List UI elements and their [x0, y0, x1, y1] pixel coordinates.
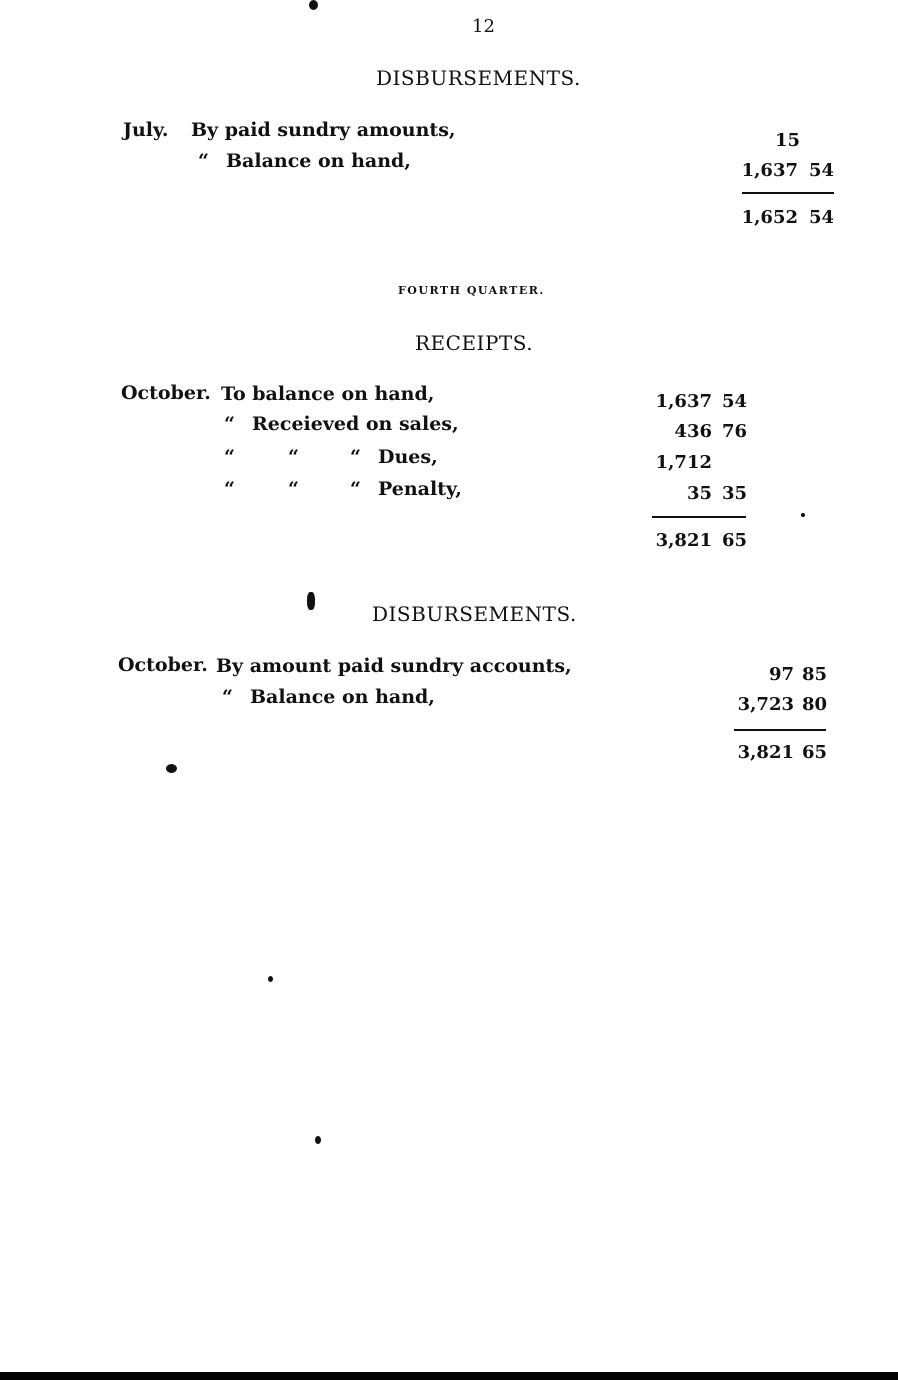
total-cents: 65 [801, 742, 827, 763]
entry-description: Balance on hand, [250, 686, 435, 708]
amount-dollars: 3,723 [737, 694, 794, 715]
ditto-mark: “ [350, 478, 361, 500]
section-heading-disbursements: DISBURSEMENTS. [376, 66, 581, 90]
amount-cents: 54 [808, 160, 834, 181]
entry-description: Dues, [378, 446, 438, 468]
amount-cents: 76 [721, 421, 747, 442]
ink-speck [801, 513, 805, 517]
entry-month: July. [123, 119, 169, 141]
entry-description: By amount paid sundry accounts, [216, 655, 572, 677]
ink-speck [307, 592, 315, 610]
ink-speck [166, 764, 177, 773]
ink-speck [268, 976, 273, 982]
total-rule [742, 192, 834, 194]
entry-description: Balance on hand, [226, 150, 411, 172]
amount-cents: 80 [801, 694, 827, 715]
amount-dollars: 35 [686, 483, 712, 504]
ditto-mark: “ [224, 446, 235, 468]
entry-description: By paid sundry amounts, [191, 119, 456, 141]
ditto-mark: “ [222, 686, 233, 708]
total-cents: 65 [721, 530, 747, 551]
ditto-mark: “ [288, 446, 299, 468]
ditto-mark: “ [198, 150, 209, 172]
entry-description: Penalty, [378, 478, 462, 500]
entry-description: Receieved on sales, [252, 413, 459, 435]
total-cents: 54 [808, 207, 834, 228]
total-dollars: 3,821 [655, 530, 712, 551]
entry-month: October. [118, 654, 208, 676]
ditto-mark: “ [350, 446, 361, 468]
amount-dollars: 97 [768, 664, 794, 685]
scan-bottom-edge [0, 1372, 898, 1380]
ditto-mark: “ [224, 478, 235, 500]
section-heading-receipts: RECEIPTS. [415, 331, 534, 355]
ink-speck [315, 1136, 321, 1144]
amount-dollars: 436 [674, 421, 712, 442]
ink-speck [309, 0, 318, 10]
amount-cents: 35 [721, 483, 747, 504]
section-heading-disbursements: DISBURSEMENTS. [372, 602, 577, 626]
ditto-mark: “ [288, 478, 299, 500]
entry-month: October. [121, 382, 211, 404]
amount-dollars: 15 [774, 130, 800, 151]
total-dollars: 1,652 [741, 207, 798, 228]
quarter-heading: FOURTH QUARTER. [398, 284, 545, 297]
ditto-mark: “ [224, 413, 235, 435]
amount-dollars: 1,637 [741, 160, 798, 181]
page-number: 12 [472, 16, 495, 37]
amount-dollars: 1,712 [655, 452, 712, 473]
amount-cents: 85 [801, 664, 827, 685]
total-rule [734, 729, 826, 731]
total-rule [652, 516, 746, 518]
total-dollars: 3,821 [737, 742, 794, 763]
amount-cents: 54 [721, 391, 747, 412]
amount-dollars: 1,637 [655, 391, 712, 412]
entry-description: To balance on hand, [221, 383, 435, 405]
